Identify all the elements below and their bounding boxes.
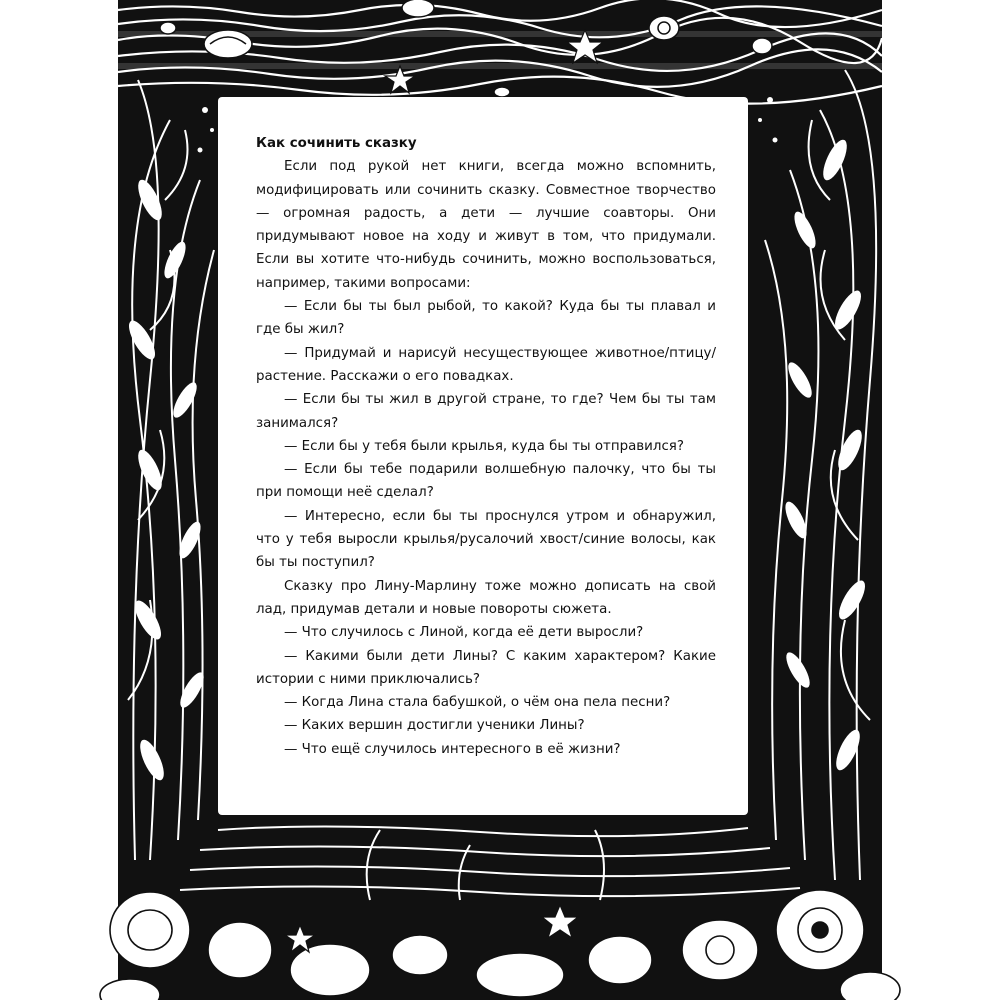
question-item: — Интересно, если бы ты проснулся утром и обнаружил, что у тебя выросли крылья/русалочий хвост/синие волосы, как бы ты поступил? bbox=[256, 508, 716, 571]
middle-paragraph: Сказку про Лину-Марлину тоже можно дописать на свой лад, придумав детали и новые повороты сюжета. bbox=[256, 578, 716, 617]
article bbox=[256, 132, 716, 761]
question-item: — Каких вершин достигли ученики Лины? bbox=[284, 718, 585, 734]
question-item: — Какими были дети Лины? С каким характером? Какие истории с ними приключались? bbox=[256, 648, 716, 687]
article-title: Как сочинить сказку bbox=[256, 136, 417, 151]
question-item: — Если бы ты был рыбой, то какой? Куда бы ты плавал и где бы жил? bbox=[256, 299, 716, 338]
question-item: — Что ещё случилось интересного в её жизни? bbox=[284, 741, 621, 757]
intro-paragraph: Если под рукой нет книги, всегда можно вспомнить, модифицировать или сочинить сказку. Совместное творчество — огромная радость, а дети — лучшие соавторы. Они придумывают новое на ходу и живут в том, что придумали. Если вы хотите что-нибудь сочинить, можно воспользоваться, например, такими вопросами: bbox=[256, 159, 716, 291]
question-item: — Если бы у тебя были крылья, куда бы ты отправился? bbox=[284, 438, 684, 454]
question-item: — Если бы ты жил в другой стране, то где? Чем бы ты там занимался? bbox=[256, 392, 716, 431]
question-item: — Придумай и нарисуй несуществующее животное/птицу/растение. Расскажи о его повадках. bbox=[256, 345, 716, 384]
question-item: — Что случилось с Линой, когда её дети выросли? bbox=[284, 625, 644, 641]
question-item: — Когда Лина стала бабушкой, о чём она пела песни? bbox=[284, 695, 671, 711]
question-item: — Если бы тебе подарили волшебную палочку, что бы ты при помощи неё сделал? bbox=[256, 462, 716, 501]
